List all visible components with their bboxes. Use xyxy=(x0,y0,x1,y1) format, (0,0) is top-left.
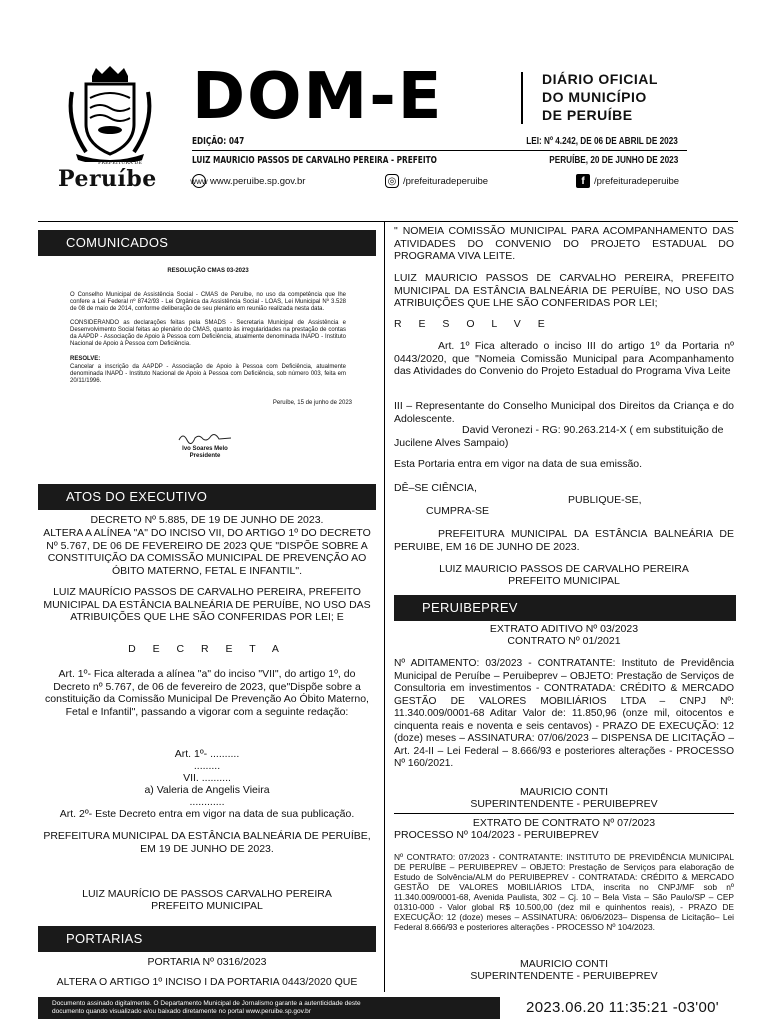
decree-local-date: PREFEITURA MUNICIPAL DA ESTÂNCIA BALNEÁRIA DE PERUÍBE, EM 19 DE JUNHO DE 2023. xyxy=(43,830,371,855)
resolution-signer: Ivo Soares Melo xyxy=(182,446,228,452)
decree-preamble: LUIZ MAURÍCIO PASSOS DE CARVALHO PEREIRA, PREFEITO MUNICIPAL DA ESTÂNCIA BALNEÁRIA DE PERUÍBE, NO USO DAS ATRIBUIÇÕES QUE LHE SÃO CONFERIDAS POR LEI; E xyxy=(43,586,371,623)
portaria-preamble: LUIZ MAURICIO PASSOS DE CARVALHO PEREIRA, PREFEITO MUNICIPAL DA ESTÂNCIA BALNEÁRIA DE PERUÍBE, NO USO DAS ATRIBUIÇÕES QUE LHE SÃO CONFERIDAS POR LEI; xyxy=(394,272,734,309)
extrato-contrato-body: Nº CONTRATO: 07/2023 - CONTRATANTE: INSTITUTO DE PREVIDÊNCIA MUNICIPAL DE PERUÍBE – PERUIBEPREV – OBJETO: Prestação de Serviços para elaboração de Estudo de Solvência/ALM do PERUIBEPREV - CONTRATADA: CRÉDITO & MERCADO GESTÃO DE VALORES MOBILIÁRIOS LTDA, inscrita no CNPJ/MF sob nº 11.340.009/0001-68, Avenida Paulista, 302 – Cj. 10 – Bela Vista – São Paulo/SP – CEP 01310-000 - Valor global R$ 10.500,00 (dez mil e quinhentos reais), - PRAZO DE EXECUÇÃO: 12 (doze) meses – ASSINATURA: 06/06/2023– Dispensa de Licitação– Lei Federal 8.666/93 e posteriores alterações - PROCESSO Nº 104/2023. xyxy=(394,852,734,932)
title-divider xyxy=(521,72,523,124)
mayor-line: LUIZ MAURICIO PASSOS DE CARVALHO PEREIRA - PREFEITO xyxy=(192,155,437,166)
decree-quote-art1: Art. 1º- .......... xyxy=(174,748,240,760)
website-link[interactable]: www www.peruibe.sp.gov.br xyxy=(190,175,306,187)
portaria-article-1: Art. 1º Fica alterado o inciso III do artigo 1º da Portaria nº 0443/2020, que "Nomeia Comissão Municipal para Acompanhamento das Atividades do Convenio do Projeto Estadual do Programa Viva Leite xyxy=(394,340,734,377)
extrato-contrato-title: EXTRATO DE CONTRATO Nº 07/2023 xyxy=(472,817,656,829)
portaria-publique: PUBLIQUE-SE, xyxy=(568,494,642,506)
portaria-inciso: III – Representante do Conselho Municipal dos Direitos da Criança e do Adolescente. xyxy=(394,400,734,425)
extrato-contrato-signer: MAURICIO CONTI xyxy=(519,958,609,970)
resolution-paragraph: O Conselho Municipal de Assistência Social - CMAS de Peruíbe, no uso da competência que lhe confere a Lei Federal nº 8742/93 - Lei Orgânica da Assistência Social - LOAS, Lei Municipal Nº 3.528 de 08 de maio de 2014, conforme deliberação de seu plenário em reunião realizada nesta data. xyxy=(70,292,346,312)
portaria-ementa-start: ALTERA O ARTIGO 1º INCISO I DA PORTARIA 0443/2020 QUE xyxy=(56,976,358,988)
instagram-link[interactable]: ◎ /prefeituradeperuibe xyxy=(385,174,488,188)
decree-quote-alinea: a) Valeria de Angelis Vieira xyxy=(144,784,270,796)
portaria-ciencia: DÊ–SE CIÊNCIA, xyxy=(394,482,477,494)
extrato-aditivo-title: EXTRATO ADITIVO Nº 03/2023 xyxy=(489,623,639,635)
decree-decreta: D E C R E T A xyxy=(128,643,286,655)
column-divider xyxy=(384,222,385,992)
law-reference: LEI: Nº 4.242, DE 06 DE ABRIL DE 2023 xyxy=(526,136,678,147)
signature-timestamp: 2023.06.20 11:35:21 -03'00' xyxy=(526,999,719,1016)
portaria-resolve: R E S O L V E xyxy=(394,318,552,330)
portaria-signer: LUIZ MAURICIO PASSOS DE CARVALHO PEREIRA xyxy=(439,563,689,575)
publication-subtitle: DIÁRIO OFICIAL DO MUNICÍPIO DE PERUÍBE xyxy=(542,71,658,123)
body-top-rule xyxy=(38,221,738,222)
decree-quote-vii: VII. .......... xyxy=(183,772,231,784)
resolution-signer-role: Presidente xyxy=(189,453,221,459)
masthead xyxy=(192,62,687,132)
decree-ementa: ALTERA A ALÍNEA "A" DO INCISO VII, DO ARTIGO 1º DO DECRETO Nº 5.767, DE 06 DE FEVEREIRO DE 2023 QUE "DISPÕE SOBRE A CONSTITUIÇÃO DA COMISSÃO MUNICIPAL DE PREVENÇÃO AO ÓBITO MATERNO, FETAL E INFANTIL". xyxy=(43,527,371,577)
digital-signature-notice: Documento assinado digitalmente. O Departamento Municipal de Jornalismo garante a autenticidade deste documento quando visualizado e/ou baixado diretamente no portal www.peruibe.sp.gov.br xyxy=(38,997,500,1019)
resolution-title: RESOLUÇÃO CMAS 03-2023 xyxy=(167,268,249,274)
portaria-local-date: PREFEITURA MUNICIPAL DA ESTÂNCIA BALNEÁRIA DE PERUIBE, EM 16 DE JUNHO DE 2023. xyxy=(394,528,734,553)
decree-quote-dots-2: ............ xyxy=(189,796,225,808)
section-peruibeprev: PERUIBEPREV xyxy=(394,595,736,621)
section-atos-do-executivo: ATOS DO EXECUTIVO xyxy=(38,484,376,510)
resolution-considerando: CONSIDERANDO as declarações feitas pela SMADS - Secretaria Municipal de Assistência e Desenvolvimento Social feitas ao plenário do CMAS, quanto às irregularidades na prestação de contas da AAPDP - Associação de Apoio à Pessoa com Deficiência, atualmente denominada INAPD - Instituto Nacional de Apoio à Pessoa com Deficiência. xyxy=(70,320,346,347)
decree-article-1: Art. 1º- Fica alterada a alínea "a" do inciso "VII", do artigo 1º, do Decreto nº 5.767, de 06 de fevereiro de 2023, que"Dispõe sobre a constituição da Comissão Municipal De Prevenção Ao Óbito Materno, Fetal e Infantil", passando a vigorar com a seguinte redação: xyxy=(45,668,369,718)
extrato-aditivo-signer-role: SUPERINTENDENTE - PERUIBEPREV xyxy=(470,798,658,810)
decree-number: DECRETO Nº 5.885, DE 19 DE JUNHO DE 2023. xyxy=(90,514,324,526)
resolution-body: Cancelar a inscrição da AAPDP - Associação de Apoio à Pessoa com Deficiência, atualmente denominada INAPD - Instituto Nacional de Apoio à Pessoa com Deficiência, sob número 003, feita em 20/11/1996. xyxy=(70,364,346,384)
header-rule xyxy=(192,150,687,151)
portaria-inciso-member: David Veronezi - RG: 90.263.214-X ( em substituição de Jucilene Alves Sampaio) xyxy=(394,424,724,449)
instagram-icon: ◎ xyxy=(385,174,399,188)
extrato-divider xyxy=(394,813,734,814)
section-comunicados: COMUNICADOS xyxy=(38,230,376,256)
facebook-icon: f xyxy=(576,174,590,188)
globe-icon: www xyxy=(192,174,206,188)
extrato-aditivo-body: Nº ADITAMENTO: 03/2023 - CONTRATANTE: Instituto de Previdência Municipal de Peruíbe – Peruibeprev – OBJETO: Prestação de Serviços de Consultoria em investimentos - CONTRATADA: CRÉDITO & MERCADO GESTÃO DE VALORES MOBILIÁRIOS LTDA – CNPJ Nº: 11.340.009/0001-68 Aditar Valor de: 11.850,96 (onze mil, oitocentos e cinquenta reais e noventa e seis centavos) - PRAZO DE EXECUÇÃO: 12 (doze) meses – ASSINATURA: 07/06/2023 – DISPENSA DE LICITAÇÃO – Art. 24-II – Lei Federal – 8.666/93 e posteriores alterações - PROCESSO Nº 160/2021. xyxy=(394,658,734,769)
prefeitura-label: PREFEITURA DE xyxy=(97,160,143,166)
decree-article-2: Art. 2º- Este Decreto entra em vigor na data de sua publicação. xyxy=(59,808,355,820)
decree-signer: LUIZ MAURÍCIO DE PASSOS CARVALHO PEREIRA xyxy=(82,888,332,900)
decree-signer-role: PREFEITO MUNICIPAL xyxy=(151,900,263,912)
publication-title: DOM-E xyxy=(192,60,444,134)
portaria-cumpra: CUMPRA-SE xyxy=(426,505,490,517)
extrato-aditivo-contract: CONTRATO Nº 01/2021 xyxy=(507,635,621,647)
portaria-ementa-end: " NOMEIA COMISSÃO MUNICIPAL PARA ACOMPANHAMENTO DAS ATIVIDADES DO CONVENIO DO PROJETO ESTADUAL DO PROGRAMA VIVA LEITE. xyxy=(394,225,734,262)
extrato-aditivo-signer: MAURICIO CONTI xyxy=(519,786,609,798)
facebook-link[interactable]: f /prefeituradeperuibe xyxy=(576,174,679,188)
section-portarias: PORTARIAS xyxy=(38,926,376,952)
portaria-number: PORTARIA Nº 0316/2023 xyxy=(147,956,267,968)
issue-date: PERUÍBE, 20 DE JUNHO DE 2023 xyxy=(549,155,678,166)
signature-image xyxy=(175,430,235,444)
decree-quote-dots: ......... xyxy=(193,760,221,772)
portaria-vigor: Esta Portaria entra em vigor na data de sua emissão. xyxy=(394,458,643,470)
portaria-signer-role: PREFEITO MUNICIPAL xyxy=(508,575,620,587)
city-coat-of-arms-icon xyxy=(62,62,158,162)
extrato-contrato-process: PROCESSO Nº 104/2023 - PERUIBEPREV xyxy=(394,829,599,841)
extrato-contrato-signer-role: SUPERINTENDENTE - PERUIBEPREV xyxy=(470,970,658,982)
resolution-resolve: RESOLVE: xyxy=(70,356,101,362)
edition-number: EDIÇÃO: 047 xyxy=(192,136,245,147)
resolution-place-date: Peruíbe, 15 de junho de 2023 xyxy=(272,400,352,406)
city-name: Peruíbe xyxy=(58,166,157,192)
